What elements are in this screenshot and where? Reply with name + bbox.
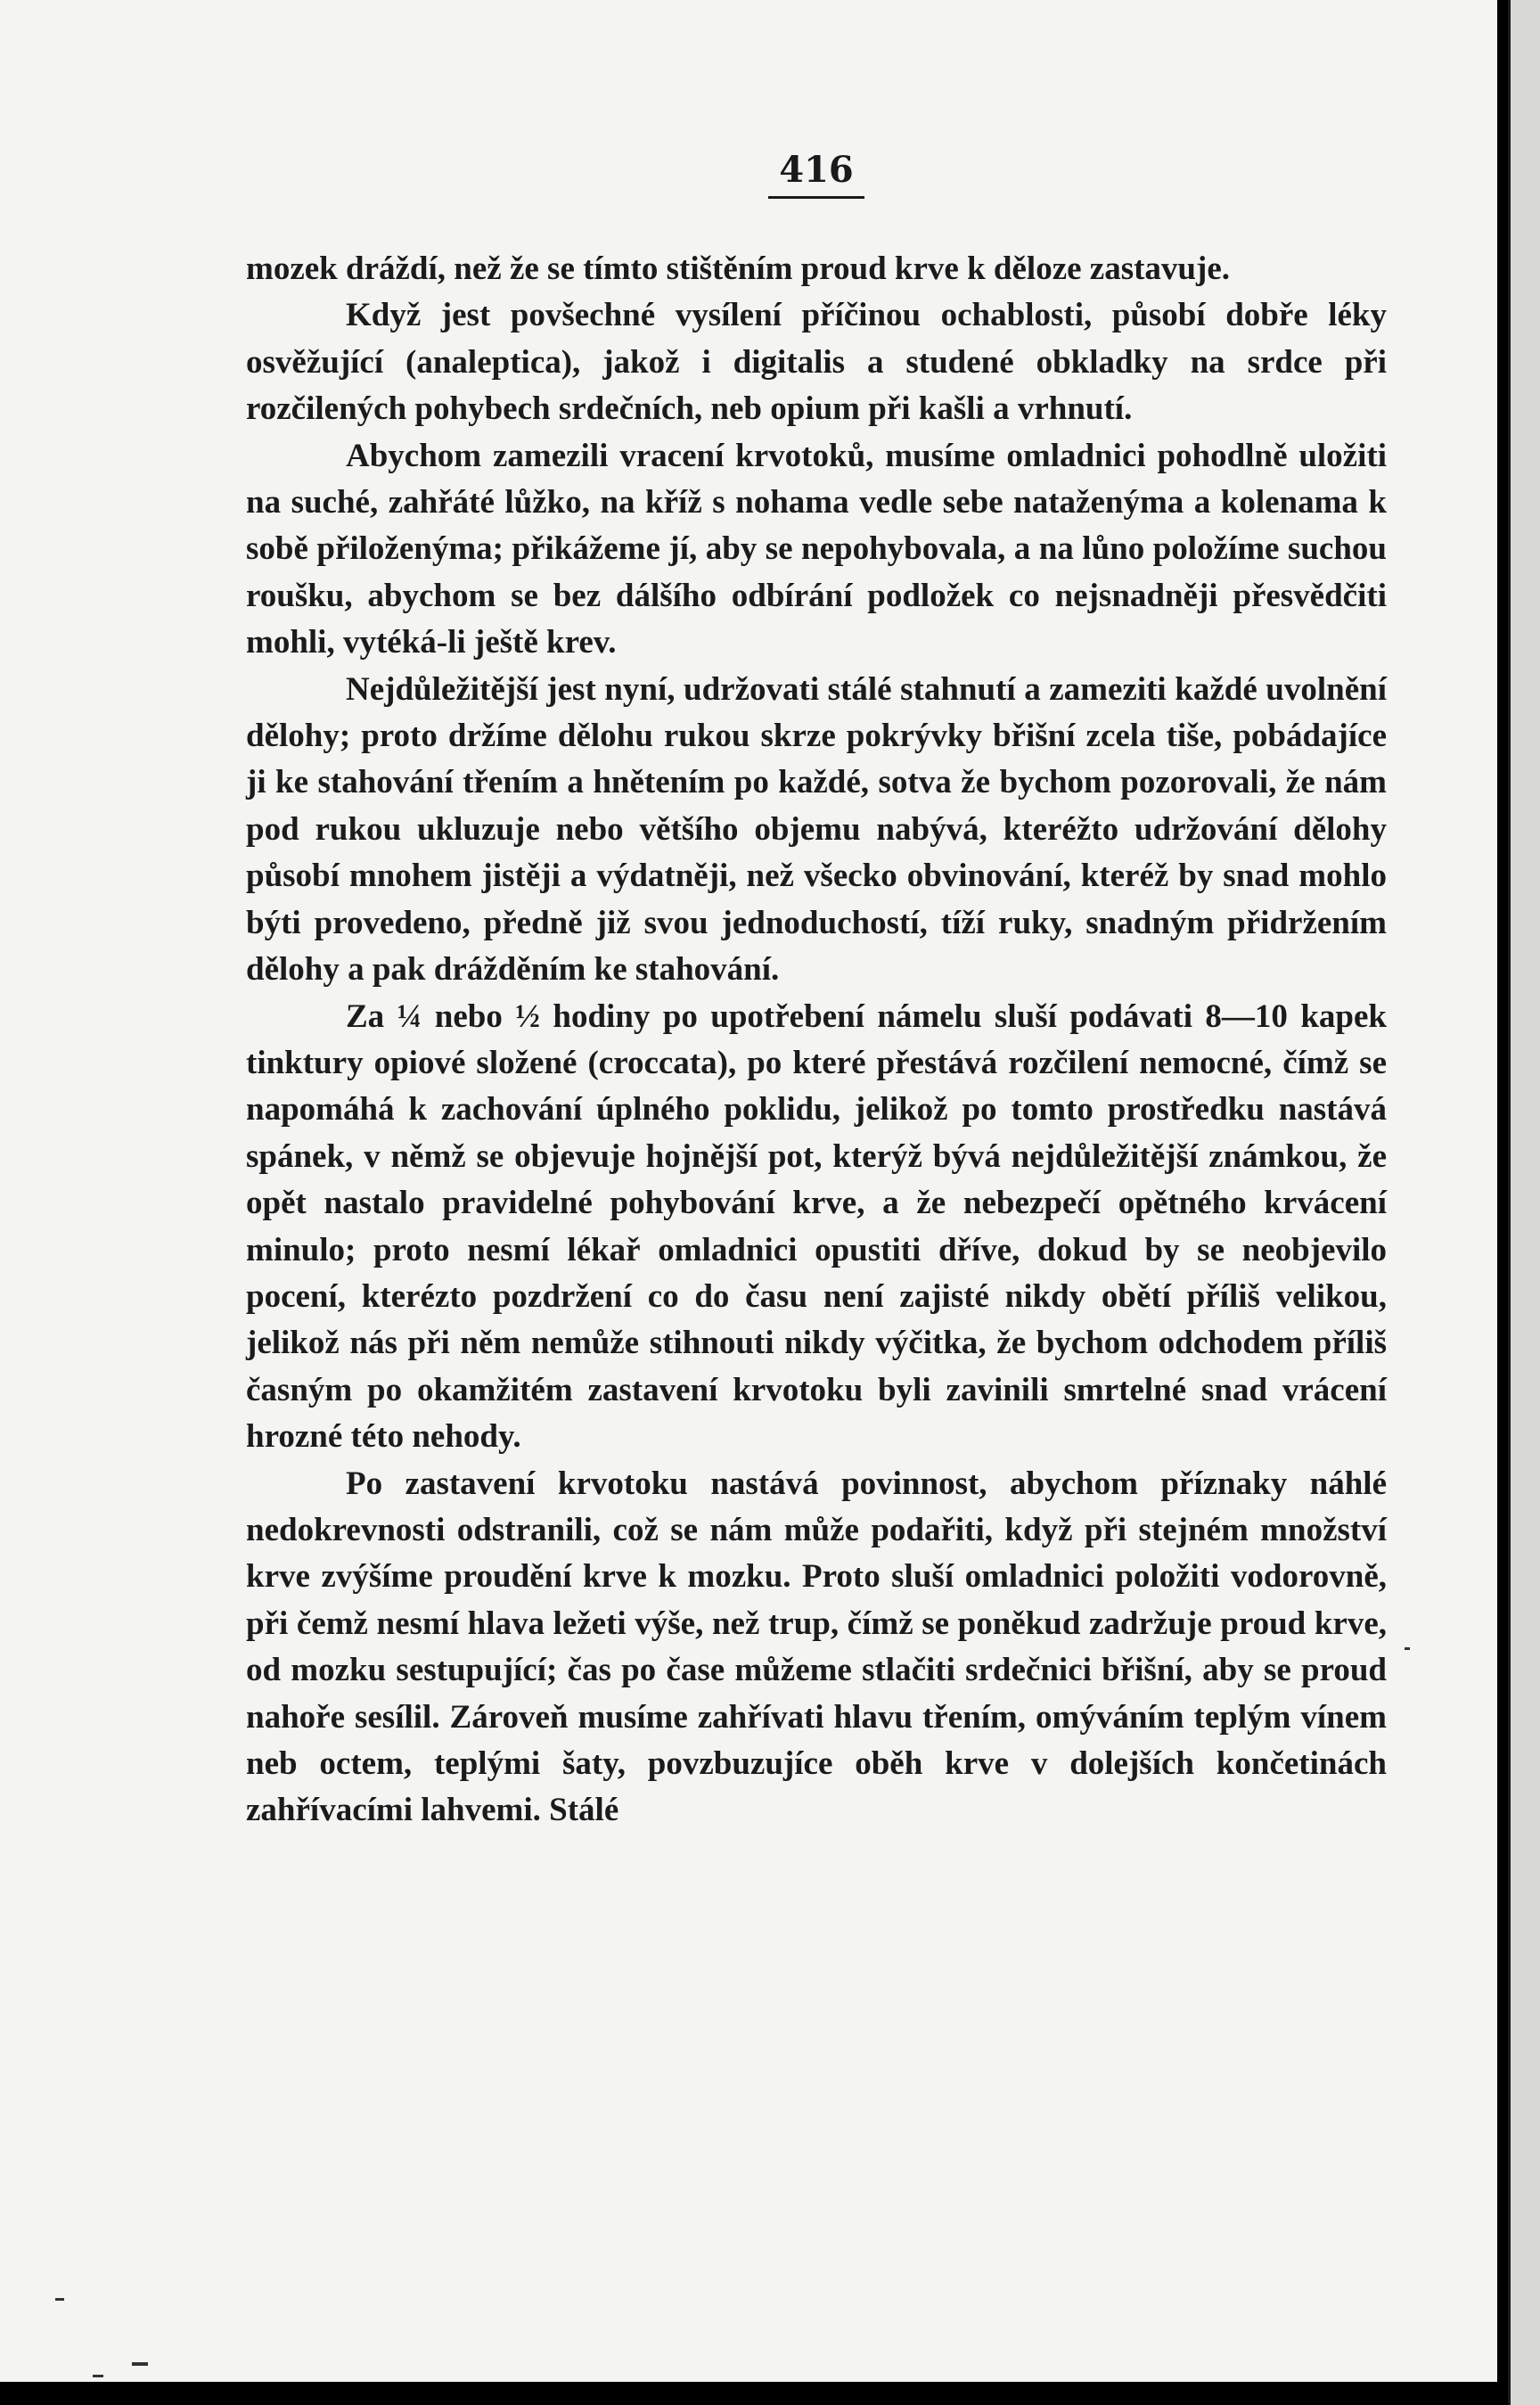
paragraph-5: Za ¼ nebo ½ hodiny po upotřebení námelu sluší podávati 8—10 kapek tinktury opiové složené (croccata), po které přestává rozčilení nemocné, čímž se napomáhá k zachování úplného poklidu, jelikož po tomto prostředku nastává spánek, v němž se objevuje hojnější pot, kterýž bývá nejdůležitější známkou, že opět nastalo pravidelné pohybování krve, a že nebezpečí opětného krvácení minulo; proto nesmí lékař omladnici opustiti dříve, dokud by se neobjevilo pocení, kterézto pozdržení co do času není zajisté nikdy obětí příliš velikou, jelikož nás při něm nemůže stihnouti nikdy výčitka, že bychom odchodem příliš časným po okamžitém zastavení krvotoku byli zavinili smrtelné snad vrácení hrozné této nehody.	[246, 997, 1387, 1456]
body-text	[246, 246, 1387, 1835]
paragraph-2: Když jest povšechné vysílení příčinou ochablosti, působí dobře léky osvěžující (analeptica), jakož i digitalis a studené obkladky na srdce při rozčilených pohybech srdečních, neb opium při kašli a vrhnutí.	[246, 297, 1387, 428]
paragraph-1: mozek dráždí, než že se tímto stištěním proud krve k děloze zastavuje.	[246, 250, 1231, 287]
paragraph-4: Nejdůležitější jest nyní, udržovati stálé stahnutí a zameziti každé uvolnění dělohy; proto držíme dělohu rukou skrze pokrývky břišní zcela tiše, pobádajíce ji ke stahování třením a hnětením po každé, sotva že bychom pozorovali, že nám pod rukou ukluzuje nebo většího objemu nabývá, kteréžto udržování dělohy působí mnohem jistěji a výdatněji, než všecko obvinování, kteréž by snad mohlo býti provedeno, předně již svou jednoduchostí, tíží ruky, snadným přidržením dělohy a pak drážděním ke stahování.	[246, 670, 1387, 989]
page-number: 416	[768, 150, 864, 199]
ink-speck	[132, 2362, 148, 2366]
paragraph-3: Abychom zamezili vracení krvotoků, musíme omladnici pohodlně uložiti na suché, zahřáté lůžko, na kříž s nohama vedle sebe nataženýma a kolenama k sobě přiloženýma; přikážeme jí, aby se nepohybovala, a na lůno položíme suchou roušku, abychom se bez dálšího odbírání podložek co nejsnadněji přesvědčiti mohli, vytéká-li ještě krev.	[246, 437, 1387, 661]
ink-speck	[55, 2298, 64, 2301]
paragraph-6: Po zastavení krvotoku nastává povinnost, abychom příznaky náhlé nedokrevnosti odstranili, což se nám může podařiti, když při stejném množství krve zvýšíme proudění krve k mozku. Proto sluší omladnici položiti vodorovně, při čemž nesmí hlava ležeti výše, než trup, čímž se poněkud zadržuje proud krve, od mozku sestupující; čas po čase můžeme stlačiti srdečnici břišní, aby se proud nahoře sesílil. Zároveň musíme zahřívati hlavu třením, omýváním teplým vínem neb octem, teplými šaty, povzbuzujíce oběh krve v dolejších končetinách zahřívacími lahvemi. Stálé	[246, 1465, 1387, 1829]
ink-speck	[93, 2375, 103, 2377]
page-edge	[1508, 0, 1540, 2405]
ink-speck	[1405, 1647, 1410, 1650]
